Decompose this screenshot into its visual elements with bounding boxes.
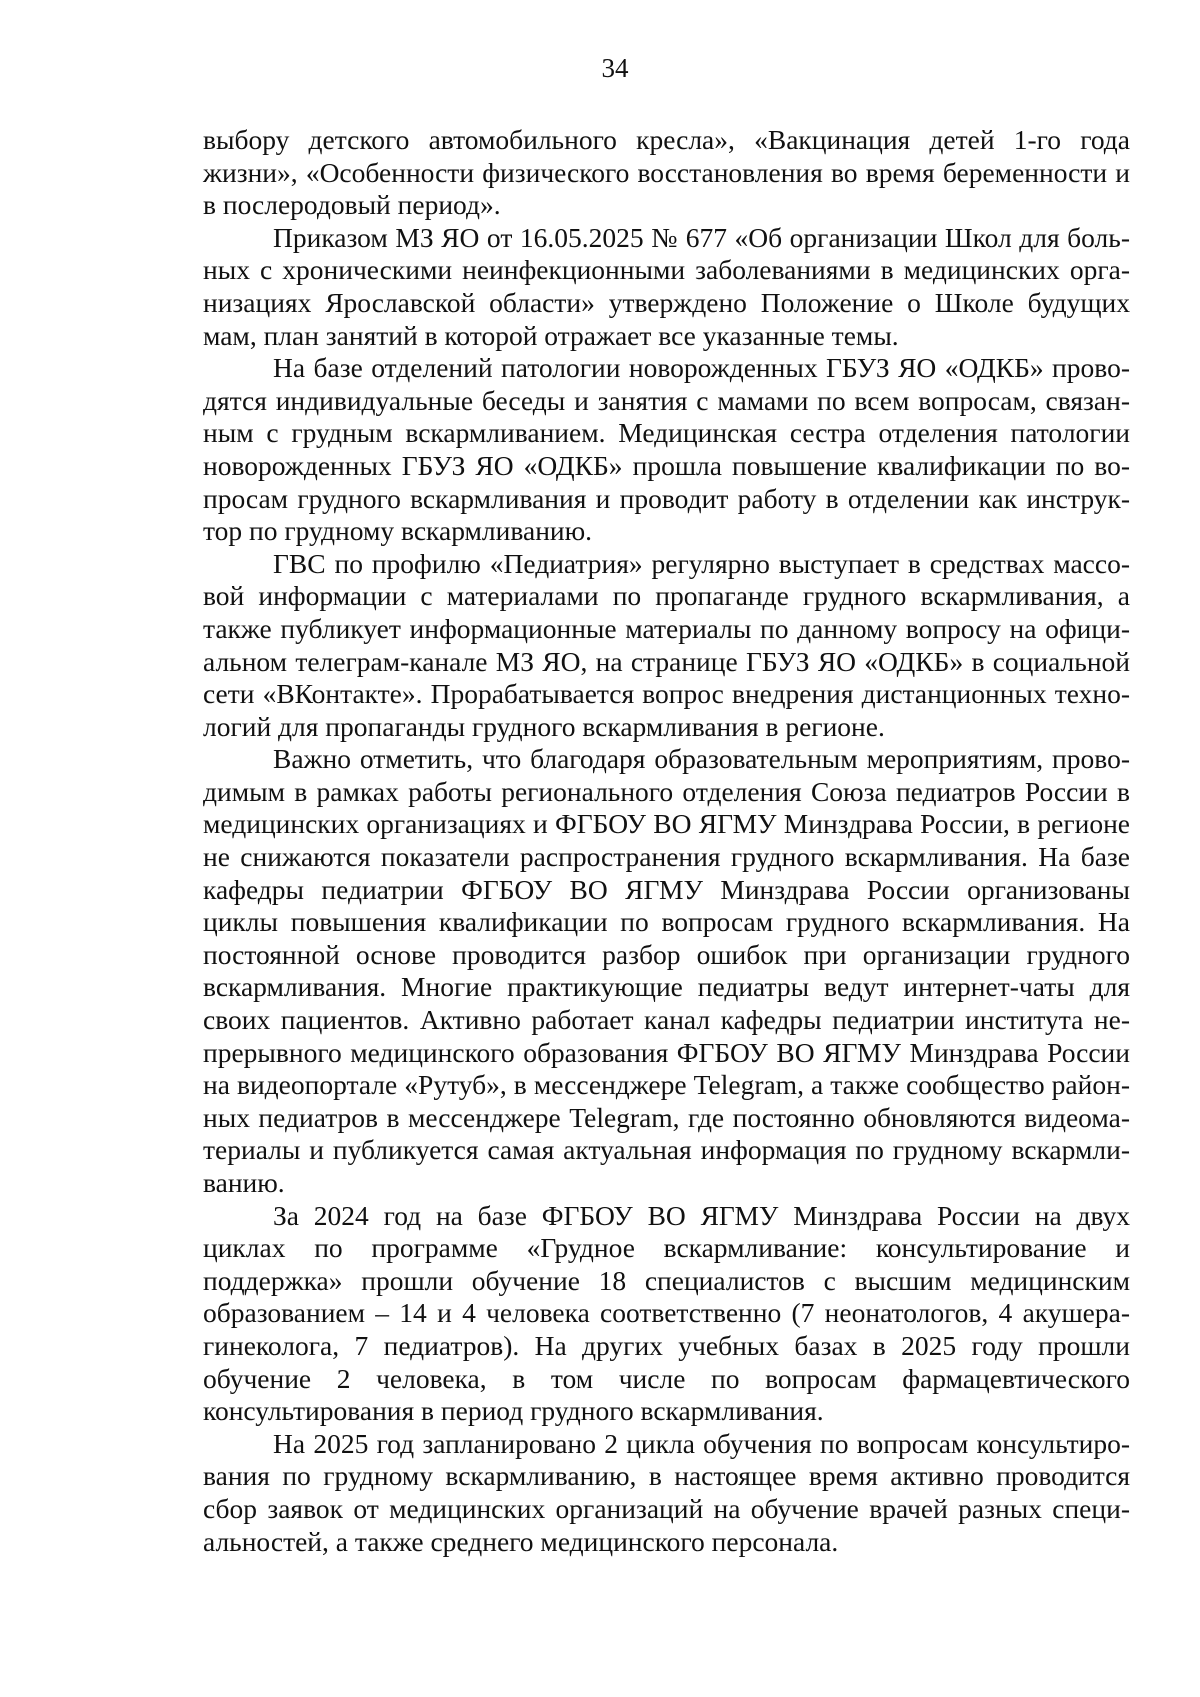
page-number: 34 (601, 53, 629, 83)
paragraph-continuation: выбору детского автомобильного кресла», «Вакцинация детей 1-го года жизни», «Особенности физического восстановления во время беременности и в послеродовый период». (203, 124, 1130, 221)
paragraph-media-promotion: ГВС по профилю «Педиатрия» регулярно выступает в средствах массовой информации с материалами по пропаганде грудного вскармливания, а также публикует информационные материалы по данному вопросу на официальном телеграм-канале МЗ ЯО, на странице ГБУЗ ЯО «ОДКБ» в социальной сети «ВКонтакте». Прорабатывается вопрос внедрения дистанционных технологий для пропаганды грудного вскармливания в регионе. (203, 547, 1130, 742)
paragraph-neonatal-departments: На базе отделений патологии новорожденных ГБУЗ ЯО «ОДКБ» проводятся индивидуальные беседы и занятия с мамами по всем вопросам, связанным с грудным вскармливанием. Медицинская сестра отделения патологии новорожденных ГБУЗ ЯО «ОДКБ» прошла повышение квалификации по вопросам грудного вскармливания и проводит работу в отделении как инструктор по грудному вскармливанию. (203, 352, 1130, 547)
paragraph-education-activities: Важно отметить, что благодаря образовательным мероприятиям, проводимым в рамках работы регионального отделения Союза педиатров России в медицинских организациях и ФГБОУ ВО ЯГМУ Минздрава России, в регионе не снижаются показатели распространения грудного вскармливания. На базе кафедры педиатрии ФГБОУ ВО ЯГМУ Минздрава России организованы циклы повышения квалификации по вопросам грудного вскармливания. На постоянной основе проводится разбор ошибок при организации грудного вскармливания. Многие практикующие педиатры ведут интернет-чаты для своих пациентов. Активно работает канал кафедры педиатрии института непрерывного медицинского образования ФГБОУ ВО ЯГМУ Минздрава России на видеопортале «Рутуб», в мессенджере Telegram, а также сообщество районных педиатров в мессенджере Telegram, где постоянно обновляются видеоматериалы и публикуется самая актуальная информация по грудному вскармливанию. (203, 743, 1130, 1198)
paragraph-order-school: Приказом МЗ ЯО от 16.05.2025 № 677 «Об организации Школ для больных с хроническими неинфекционными заболеваниями в медицинских организациях Ярославской области» утверждено Положение о Школе будущих мам, план занятий в которой отражает все указанные темы. (203, 221, 1130, 351)
paragraph-plan-2025: На 2025 год запланировано 2 цикла обучения по вопросам консультирования по грудному вскармливанию, в настоящее время активно проводится сбор заявок от медицинских организаций на обучение врачей разных специальностей, а также среднего медицинского персонала. (203, 1427, 1130, 1557)
paragraph-training-2024: За 2024 год на базе ФГБОУ ВО ЯГМУ Минздрава России на двух циклах по программе «Грудное вскармливание: консультирование и поддержка» прошли обучение 18 специалистов с высшим медицинским образованием – 14 и 4 человека соответственно (7 неонатологов, 4 акушера-гинеколога, 7 педиатров). На других учебных базах в 2025 году прошли обучение 2 человека, в том числе по вопросам фармацевтического консультирования в период грудного вскармливания. (203, 1199, 1130, 1427)
document-body (203, 124, 1130, 1558)
